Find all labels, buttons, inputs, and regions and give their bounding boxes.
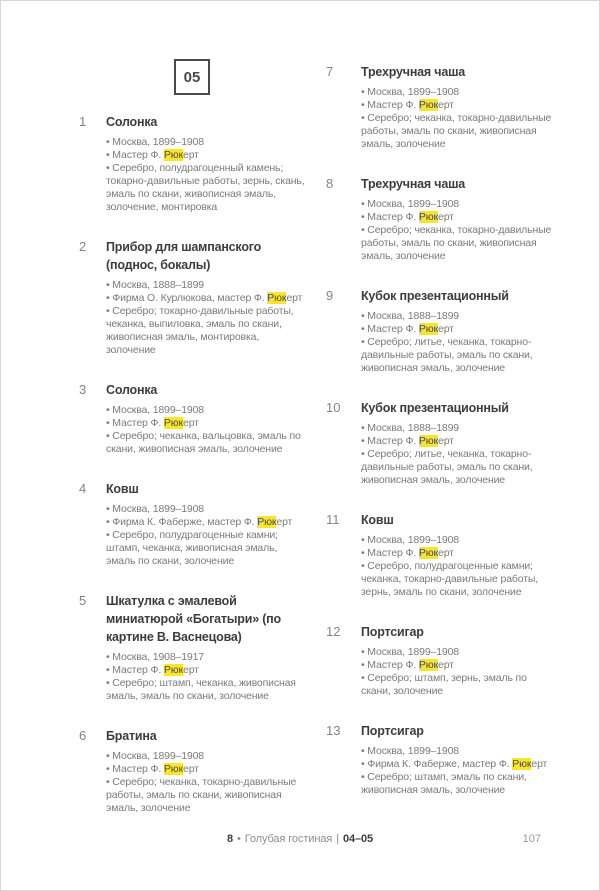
detail-text: Москва, 1899–1908: [112, 750, 204, 762]
search-highlight: Рюк: [512, 758, 532, 770]
detail-text: Москва, 1899–1908: [367, 534, 459, 546]
detail-text: ерт: [438, 659, 454, 671]
bullet-marker: •: [361, 659, 368, 671]
item-body: [106, 480, 305, 568]
item-body: [361, 722, 558, 797]
search-highlight: Рюк: [267, 292, 287, 304]
bullet-marker: •: [361, 112, 368, 124]
catalog-item: [326, 511, 558, 599]
item-details: [361, 534, 558, 599]
detail-text: Мастер Ф.: [112, 149, 164, 161]
footer-room-title: Голубая гостиная: [244, 833, 333, 845]
detail-text: Серебро; штамп, чеканка, живописная эмаль, эмаль по скани, золочение: [106, 677, 296, 702]
item-number: 3: [79, 382, 87, 397]
bullet-marker: •: [106, 664, 113, 676]
item-detail-line: [106, 279, 305, 292]
bullet-marker: •: [361, 560, 368, 572]
catalog-item: [79, 480, 305, 568]
item-detail-line: [361, 646, 558, 659]
item-detail-line: [106, 503, 305, 516]
bullet-marker: •: [106, 136, 113, 148]
detail-text: Серебро; чеканка, токарно-давильные работы, эмаль по скани, живописная эмаль, золочение: [106, 776, 297, 814]
bullet-marker: •: [106, 750, 113, 762]
bullet-marker: •: [361, 99, 368, 111]
detail-text: Москва, 1908–1917: [112, 651, 204, 663]
item-details: [361, 86, 558, 151]
item-detail-line: [361, 422, 558, 435]
detail-text: Серебро; штамп, зернь, эмаль по скани, золочение: [361, 672, 527, 697]
item-detail-line: [106, 776, 305, 815]
detail-text: Москва, 1899–1908: [367, 745, 459, 757]
item-details: [361, 745, 558, 797]
bullet-marker: •: [361, 448, 368, 460]
catalog-item: [326, 287, 558, 375]
catalog-column-right: [326, 63, 558, 821]
item-title: Трехручная чаша: [361, 65, 466, 79]
detail-text: Москва, 1899–1908: [112, 404, 204, 416]
detail-text: Мастер Ф.: [367, 547, 419, 559]
bullet-marker: •: [106, 404, 113, 416]
item-detail-line: [106, 292, 305, 305]
detail-text: Серебро; штамп, эмаль по скани, живописная эмаль, золочение: [361, 771, 527, 796]
detail-text: Серебро; чеканка, токарно-давильные работы, эмаль по скани, живописная эмаль, золочение: [361, 112, 552, 150]
bullet-marker: •: [361, 198, 368, 210]
bullet-marker: •: [361, 534, 368, 546]
item-detail-line: [106, 763, 305, 776]
item-detail-line: [106, 162, 305, 214]
detail-text: ерт: [276, 516, 293, 528]
detail-text: Серебро; токарно-давильные работы, чеканка, выпиловка, эмаль по скани, живописная эмаль, монтировка, золочение: [106, 305, 294, 356]
search-highlight: Рюк: [418, 435, 438, 447]
item-detail-line: [361, 99, 558, 112]
item-number: 1: [79, 114, 87, 129]
bullet-marker: •: [361, 211, 368, 223]
detail-text: Москва, 1888–1899: [367, 422, 459, 434]
item-title: Братина: [106, 729, 157, 743]
detail-text: ерт: [183, 763, 199, 775]
bullet-marker: •: [361, 224, 368, 236]
footer-pipe: |: [336, 833, 339, 845]
item-title: Солонка: [106, 115, 158, 129]
item-detail-line: [361, 336, 558, 375]
search-highlight: Рюк: [418, 99, 438, 111]
search-highlight: Рюк: [163, 149, 183, 161]
item-number: 9: [326, 288, 334, 303]
detail-text: Фирма О. Курлюкова, мастер Ф.: [112, 292, 268, 304]
item-detail-line: [361, 211, 558, 224]
detail-text: Серебро; литье, чеканка, токарно-давильные работы, эмаль по скани, живописная эмаль, золочение: [361, 448, 533, 486]
detail-text: Мастер Ф.: [367, 99, 419, 111]
item-number: 5: [79, 593, 87, 608]
bullet-marker: •: [361, 435, 368, 447]
bullet-marker: •: [361, 422, 368, 434]
catalog-item: [326, 399, 558, 487]
bullet-marker: •: [106, 516, 113, 528]
bullet-marker: •: [361, 672, 368, 684]
item-body: [361, 399, 558, 487]
item-detail-line: [361, 659, 558, 672]
bullet-marker: •: [106, 292, 113, 304]
detail-text: Серебро, полудрагоценный камень; токарно-давильные работы, зернь, скань, эмаль по скани, живописная эмаль, золочение, монтировка: [106, 162, 305, 213]
detail-text: Москва, 1899–1908: [367, 86, 459, 98]
bullet-marker: •: [106, 279, 113, 291]
item-title: Портсигар: [361, 625, 424, 639]
item-title: Ковш: [106, 482, 139, 496]
detail-text: ерт: [183, 664, 199, 676]
bullet-marker: •: [106, 503, 113, 515]
item-detail-line: [361, 86, 558, 99]
item-title: Кубок презентационный: [361, 289, 509, 303]
search-highlight: Рюк: [418, 323, 438, 335]
item-detail-line: [361, 547, 558, 560]
item-body: [106, 381, 305, 456]
search-highlight: Рюк: [257, 516, 277, 528]
item-number: 2: [79, 239, 87, 254]
item-detail-line: [361, 745, 558, 758]
catalog-item: [79, 592, 305, 703]
footer-bullet: •: [236, 833, 241, 845]
item-body: [361, 287, 558, 375]
item-title: Портсигар: [361, 724, 424, 738]
detail-text: Мастер Ф.: [367, 323, 419, 335]
item-detail-line: [361, 224, 558, 263]
item-details: [361, 198, 558, 263]
item-details: [106, 136, 305, 214]
item-detail-line: [106, 149, 305, 162]
bullet-marker: •: [361, 771, 368, 783]
item-detail-line: [106, 516, 305, 529]
detail-text: ерт: [531, 758, 548, 770]
section-tab: [174, 59, 210, 95]
item-body: [106, 592, 305, 703]
page-number: 107: [522, 833, 541, 845]
item-number: 11: [326, 512, 340, 527]
item-title: Прибор для шампанского (поднос, бокалы): [106, 240, 262, 272]
catalog-item: [326, 175, 558, 263]
detail-text: Москва, 1888–1899: [112, 279, 204, 291]
catalog-item: [326, 63, 558, 151]
catalog-item: [79, 381, 305, 456]
item-detail-line: [106, 529, 305, 568]
item-details: [106, 279, 305, 357]
detail-text: Мастер Ф.: [367, 211, 419, 223]
item-detail-line: [106, 136, 305, 149]
detail-text: Серебро; чеканка, токарно-давильные работы, эмаль по скани, живописная эмаль, золочение: [361, 224, 552, 262]
detail-text: Москва, 1888–1899: [367, 310, 459, 322]
footer: [1, 833, 599, 845]
detail-text: ерт: [438, 547, 454, 559]
bullet-marker: •: [361, 336, 368, 348]
bullet-marker: •: [361, 323, 368, 335]
item-title: Шкатулка с эмалевой миниатюрой «Богатыри» (по картине В. Васнецова): [106, 594, 281, 644]
item-number: 10: [326, 400, 341, 415]
detail-text: Мастер Ф.: [367, 435, 419, 447]
item-details: [361, 422, 558, 487]
search-highlight: Рюк: [163, 664, 183, 676]
detail-text: Мастер Ф.: [112, 763, 164, 775]
bullet-marker: •: [106, 776, 113, 788]
bullet-marker: •: [106, 430, 113, 442]
item-detail-line: [106, 664, 305, 677]
bullet-marker: •: [106, 149, 113, 161]
search-highlight: Рюк: [163, 417, 183, 429]
detail-text: Москва, 1899–1908: [367, 198, 459, 210]
item-details: [106, 651, 305, 703]
item-title: Трехручная чаша: [361, 177, 466, 191]
bullet-marker: •: [106, 677, 113, 689]
catalog-item: [326, 623, 558, 698]
item-details: [361, 310, 558, 375]
item-number: 4: [79, 481, 87, 496]
item-details: [361, 646, 558, 698]
item-detail-line: [361, 672, 558, 698]
bullet-marker: •: [361, 745, 368, 757]
detail-text: Москва, 1899–1908: [367, 646, 459, 658]
item-detail-line: [361, 448, 558, 487]
detail-text: ерт: [438, 99, 454, 111]
item-body: [361, 623, 558, 698]
item-detail-line: [106, 677, 305, 703]
catalog-item: [79, 727, 305, 815]
item-details: [106, 404, 305, 456]
bullet-marker: •: [361, 547, 368, 559]
detail-text: ерт: [183, 149, 199, 161]
item-number: 12: [326, 624, 341, 639]
bullet-marker: •: [361, 758, 368, 770]
item-body: [361, 511, 558, 599]
detail-text: ерт: [438, 435, 454, 447]
detail-text: Фирма К. Фаберже, мастер Ф.: [367, 758, 513, 770]
bullet-marker: •: [361, 86, 368, 98]
item-detail-line: [361, 198, 558, 211]
item-number: 7: [326, 64, 334, 79]
item-details: [106, 503, 305, 568]
search-highlight: Рюк: [418, 547, 438, 559]
item-number: 8: [326, 176, 334, 191]
bullet-marker: •: [106, 529, 113, 541]
search-highlight: Рюк: [418, 659, 438, 671]
detail-text: Мастер Ф.: [112, 664, 164, 676]
bullet-marker: •: [106, 162, 113, 174]
item-title: Ковш: [361, 513, 394, 527]
catalog-item: [79, 238, 305, 357]
detail-text: Фирма К. Фаберже, мастер Ф.: [112, 516, 258, 528]
item-detail-line: [361, 112, 558, 151]
bullet-marker: •: [106, 651, 113, 663]
search-highlight: Рюк: [418, 211, 438, 223]
item-detail-line: [361, 323, 558, 336]
bullet-marker: •: [361, 646, 368, 658]
item-title: Кубок презентационный: [361, 401, 509, 415]
detail-text: ерт: [286, 292, 303, 304]
bullet-marker: •: [106, 305, 113, 317]
item-number: 13: [326, 723, 341, 738]
item-detail-line: [106, 750, 305, 763]
catalog-item: [79, 113, 305, 214]
item-body: [106, 238, 305, 357]
detail-text: Мастер Ф.: [112, 417, 164, 429]
item-body: [106, 113, 305, 214]
item-number: 6: [79, 728, 87, 743]
footer-room-number: 8: [226, 833, 233, 845]
detail-text: Мастер Ф.: [367, 659, 419, 671]
footer-spread-range: 04–05: [342, 833, 374, 845]
bullet-marker: •: [106, 417, 113, 429]
item-detail-line: [106, 430, 305, 456]
detail-text: Серебро; литье, чеканка, токарно-давильные работы, эмаль по скани, живописная эмаль, золочение: [361, 336, 533, 374]
item-detail-line: [361, 435, 558, 448]
item-body: [361, 175, 558, 263]
search-highlight: Рюк: [163, 763, 183, 775]
detail-text: Москва, 1899–1908: [112, 136, 204, 148]
detail-text: ерт: [438, 211, 454, 223]
section-tab-label: 05: [183, 68, 201, 86]
item-detail-line: [361, 534, 558, 547]
item-body: [361, 63, 558, 151]
catalog-column-left: [79, 113, 305, 839]
item-details: [106, 750, 305, 815]
item-detail-line: [361, 310, 558, 323]
detail-text: Серебро, полудрагоценные камни; штамп, чеканка, живописная эмаль, эмаль по скани, золочение: [106, 529, 278, 567]
detail-text: ерт: [183, 417, 199, 429]
detail-text: Серебро, полудрагоценные камни; чеканка, токарно-давильные работы, зернь, эмаль по скани, золочение: [361, 560, 539, 598]
item-detail-line: [106, 305, 305, 357]
item-detail-line: [361, 560, 558, 599]
detail-text: Москва, 1899–1908: [112, 503, 204, 515]
item-detail-line: [106, 651, 305, 664]
bullet-marker: •: [106, 763, 113, 775]
bullet-marker: •: [361, 310, 368, 322]
detail-text: ерт: [438, 323, 454, 335]
item-detail-line: [361, 758, 558, 771]
item-detail-line: [361, 771, 558, 797]
item-detail-line: [106, 404, 305, 417]
detail-text: Серебро; чеканка, вальцовка, эмаль по скани, живописная эмаль, золочение: [106, 430, 301, 455]
catalog-item: [326, 722, 558, 797]
item-detail-line: [106, 417, 305, 430]
item-title: Солонка: [106, 383, 158, 397]
item-body: [106, 727, 305, 815]
